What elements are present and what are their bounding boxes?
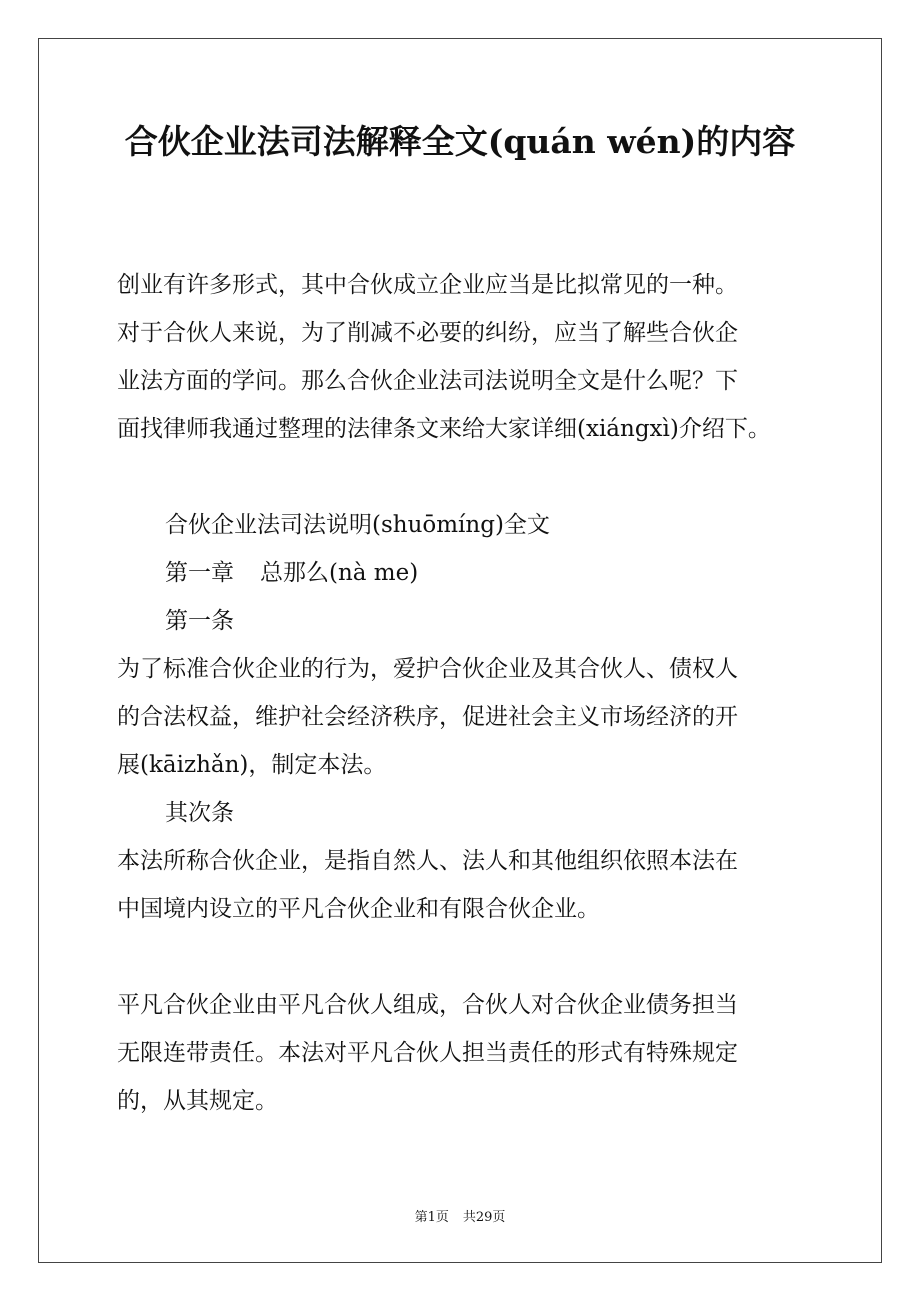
document-title: 合伙企业法司法解释全文(quán wén)的内容: [124, 122, 796, 161]
paragraph-line: 平凡合伙企业由平凡合伙人组成，合伙人对合伙企业债务担当: [117, 992, 738, 1018]
article-text-line: 本法所称合伙企业，是指自然人、法人和其他组织依照本法在: [117, 848, 738, 874]
article-text-line: 为了标准合伙企业的行为，爱护合伙企业及其合伙人、债权人: [117, 656, 738, 682]
article-text-line: 展(kāizhǎn)，制定本法。: [117, 752, 387, 778]
article-label: 第一条: [165, 608, 234, 634]
chapter-heading: [165, 558, 418, 588]
page-border: [38, 38, 882, 1263]
intro-line: 对于合伙人来说，为了削减不必要的纠纷，应当了解些合伙企: [117, 320, 738, 346]
chapter-name: 总那么(nà me): [260, 560, 419, 586]
intro-line: 创业有许多形式，其中合伙成立企业应当是比拟常见的一种。: [117, 272, 738, 298]
intro-line: 面找律师我通过整理的法律条文来给大家详细(xiángxì)介绍下。: [117, 416, 771, 442]
section-heading: 合伙企业法司法说明(shuōmíng)全文: [165, 512, 550, 538]
page-total: 共29页: [462, 1210, 506, 1225]
article-text-line: 中国境内设立的平凡合伙企业和有限合伙企业。: [117, 896, 600, 922]
intro-line: 业法方面的学问。那么合伙企业法司法说明全文是什么呢？下: [117, 368, 738, 394]
paragraph-line: 无限连带责任。本法对平凡合伙人担当责任的形式有特殊规定: [117, 1040, 738, 1066]
chapter-number: 第一章: [165, 560, 234, 586]
page-number: 第1页: [414, 1210, 449, 1225]
article-label: 其次条: [165, 800, 234, 826]
page-footer: [38, 1206, 882, 1225]
article-text-line: 的合法权益，维护社会经济秩序，促进社会主义市场经济的开: [117, 704, 738, 730]
paragraph-line: 的，从其规定。: [117, 1088, 278, 1114]
